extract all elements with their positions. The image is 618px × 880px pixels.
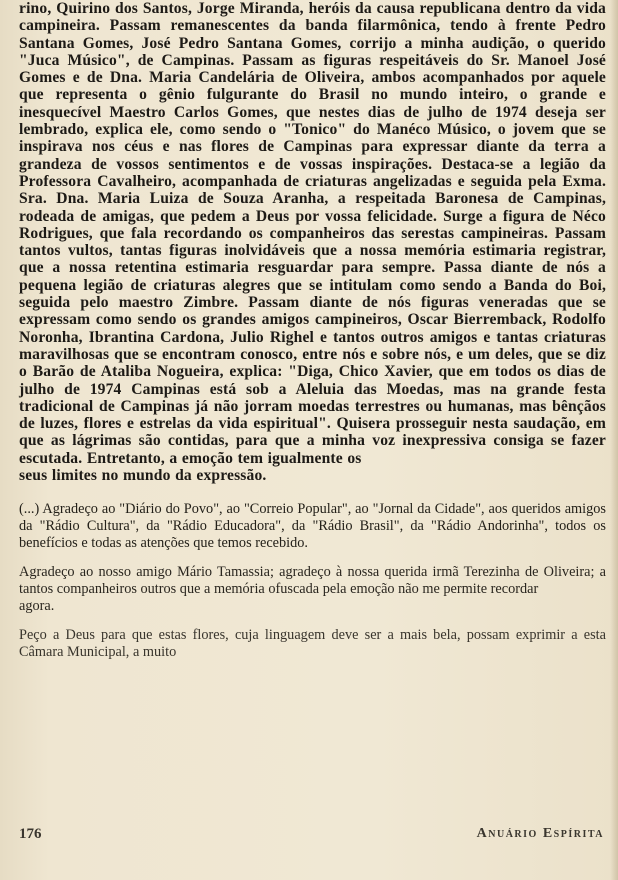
paragraph-thanks-friends <box>19 564 606 615</box>
paragraph-thanks-press: (...) Agradeço ao "Diário do Povo", ao "Correio Popular", ao "Jornal da Cidade", aos queridos amigos da "Rádio Cultura", da "Rádio Educadora", da "Rádio Brasil", da "Rádio Andorinha", todos os benefícios e todas as atenções que temos recebido. <box>19 501 606 552</box>
paragraph-thanks-friends-last-line: agora. <box>19 598 55 615</box>
page-footer <box>19 826 604 850</box>
page-edge-shadow <box>610 0 618 880</box>
paragraph-thanks-friends-text: Agradeço ao nosso amigo Mário Tamassia; agradeço à nossa querida irmã Terezinha de Oliveira; a tantos companheiros outros que a memória ofuscada pela emoção não me permite recordar <box>19 564 606 598</box>
body-text <box>19 0 606 661</box>
paragraph-main-text: rino, Quirino dos Santos, Jorge Miranda, heróis da causa republicana dentro da vida campineira. Passam remanescentes da banda filarmônica, tendo à frente Pedro Santana Gomes, José Pedro Santana Gomes, corrijo a minha audição, o querido "Juca Músico", de Campinas. Passam as figuras respeitáveis do Sr. Manoel José Gomes e de Dna. Maria Candelária de Oliveira, ambos acompanhados por aquele que representa o gênio fulgurante do Brasil no mundo inteiro, o grande e inesquecível Maestro Carlos Gomes, que nestes dias de julho de 1974 deseja ser lembrado, explica ele, como sendo o "Tonico" do Manéco Músico, o jovem que se inspirava nos céus e nas flores de Campinas para expressar diante da terra a grandeza de vossos sentimentos e de vossas inspirações. Destaca-se a legião da Professora Cavalheiro, acompanhada de criaturas angelizadas e seguida pela Exma. Sra. Dna. Maria Luiza de Souza Aranha, a respeitada Baronesa de Campinas, rodeada de amigas, que pedem a Deus por vossa felicidade. Surge a figura de Néco Rodrigues, que fala recordando os companheiros das serestas campineiras. Passam tantos vultos, tantas figuras inolvidáveis que a nossa memória estimaria registrar, que a nossa retentina estimaria resguardar para sempre. Passa diante de nós a pequena legião de criaturas alegres que se intitulam como sendo a Banda do Boi, seguida pelo maestro Zimbre. Passam diante de nós figuras veneradas que se expressam como sendo os grandes amigos campineiros, Oscar Bierremback, Rodolfo Noronha, Ibrantina Cardona, Julio Righel e tantos outros amigos e tantas criaturas maravilhosas que se encontram conosco, entre nós e sobre nós, e um deles, que se diz o Barão de Ataliba Nogueira, explica: "Diga, Chico Xavier, que em todos os dias de julho de 1974 Campinas está sob a Aleluia das Moedas, mas na grande festa tradicional de Campinas já não jorram moedas terrestres ou humanas, mas bênçãos de luzes, flores e estrelas da vida espiritual". Quisera prosseguir nesta saudação, em que as lágrimas são contidas, para que a minha voz inexpressiva consiga se fazer escutada. Entretanto, a emoção tem igualmente os <box>19 0 606 467</box>
paragraph-main-last-line: seus limites no mundo da expressão. <box>19 467 267 485</box>
running-head: Anuário Espírita <box>476 826 604 841</box>
paragraph-prayer: Peço a Deus para que estas flores, cuja linguagem deve ser a mais bela, possam exprimir a esta Câmara Municipal, a muito <box>19 627 606 661</box>
paragraph-main <box>19 0 606 484</box>
page-number: 176 <box>19 826 42 842</box>
